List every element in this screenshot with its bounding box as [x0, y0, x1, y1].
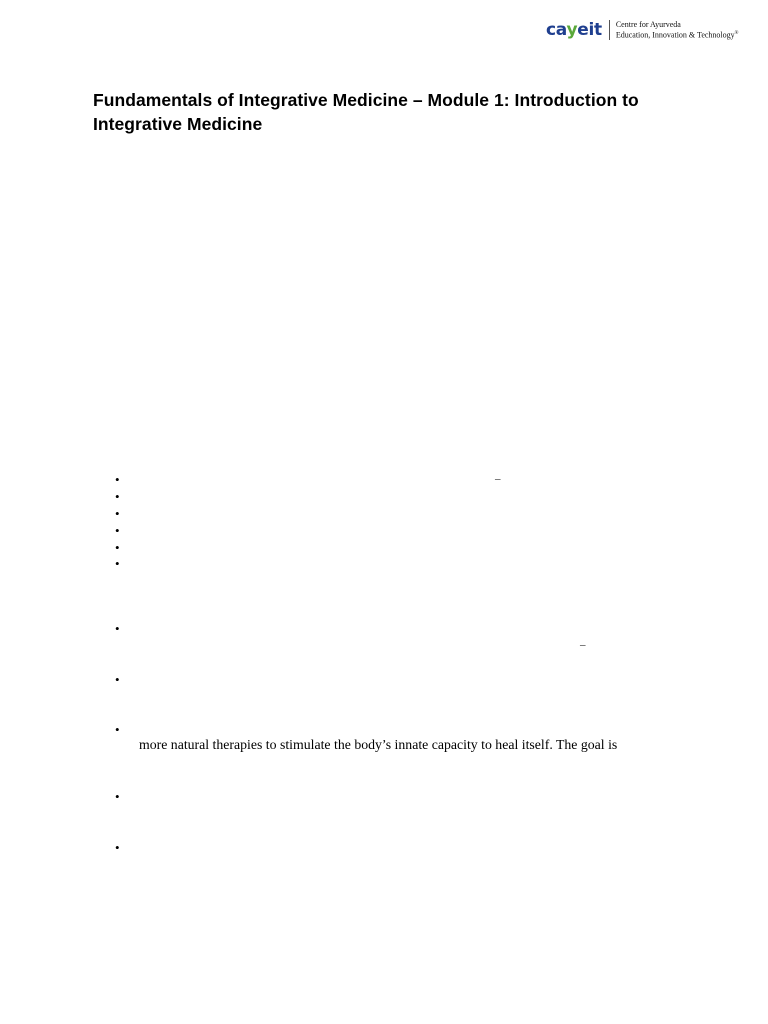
dash-mark: –	[495, 473, 501, 485]
registered-mark: ®	[734, 31, 739, 37]
bullet-marker: •	[115, 472, 120, 487]
bullet-marker: •	[115, 672, 120, 687]
bullet-marker: •	[115, 722, 120, 737]
bullet-marker: •	[115, 540, 120, 555]
logo-tagline-line1: Centre for Ayurveda	[615, 19, 681, 29]
bullet-marker: •	[115, 621, 120, 636]
header-logo	[546, 18, 746, 42]
logo-divider	[609, 20, 610, 40]
dash-mark: –	[580, 639, 586, 651]
bullet-marker: •	[115, 556, 120, 571]
bullet-marker: •	[115, 840, 120, 855]
bullet-marker: •	[115, 506, 120, 521]
bullet-marker: •	[115, 523, 120, 538]
logo-tagline	[616, 20, 739, 41]
body-text-line: more natural therapies to stimulate the body’s innate capacity to heal itself. The goal is	[139, 737, 618, 752]
logo-wordmark: cayeit	[546, 19, 602, 40]
document-title: Fundamentals of Integrative Medicine – Module 1: Introduction to Integrative Medicine	[93, 90, 639, 134]
bullet-marker: •	[115, 489, 120, 504]
logo-tagline-line2: Education, Innovation & Technology	[615, 30, 735, 40]
bullet-marker: •	[115, 789, 120, 804]
